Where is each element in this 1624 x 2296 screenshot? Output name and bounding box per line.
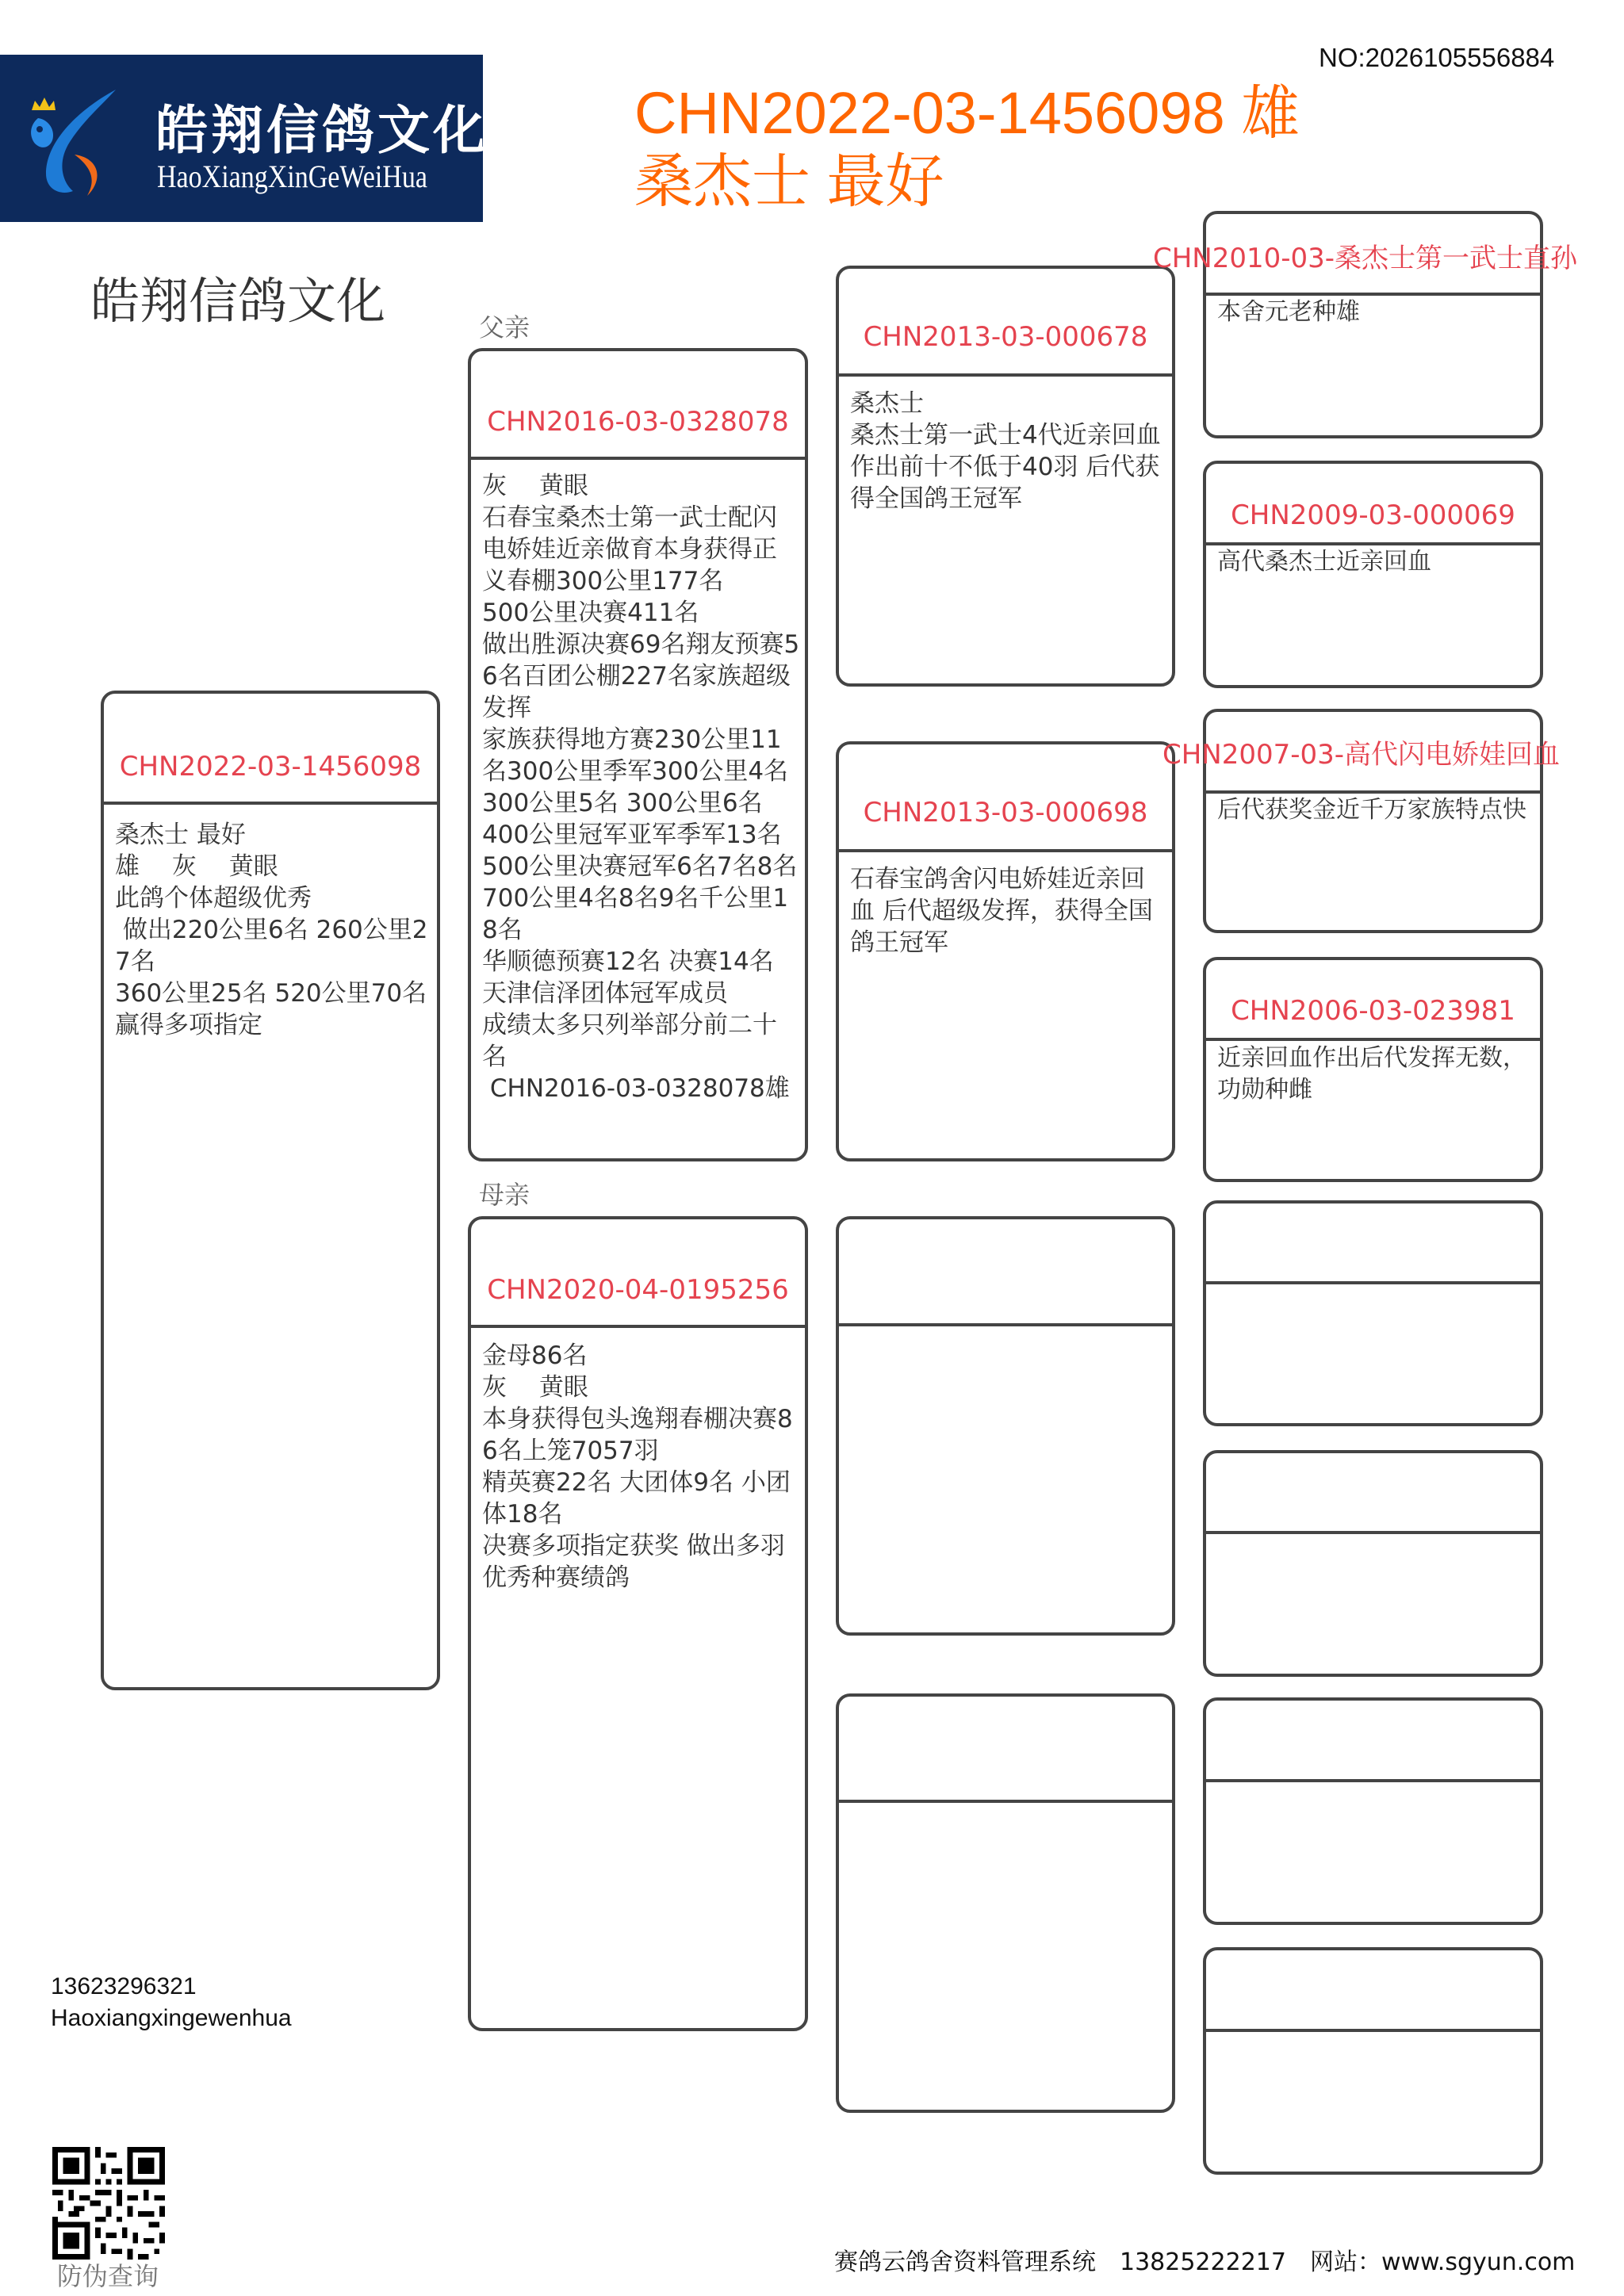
pedigree-card-great-grandparent [1203,1200,1543,1426]
brand-logo [0,55,488,222]
pedigree-card-mother [468,1216,808,2031]
card-notes: 桑杰士 桑杰士第一武士4代近亲回血作出前十不低于40羽 后代获得全国鸽王冠军 [850,389,1161,513]
ring-number: CHN2006-03-023981 [1231,995,1515,1027]
ring-number: CHN2013-03-000678 [863,321,1148,353]
pedigree-card-grandparent [836,741,1175,1161]
card-notes: 桑杰士 最好 雄 灰 黄眼 此鸽个体超级优秀 做出220公里6名 260公里27名 360公里25名 520公里70名 赢得多项指定 [115,821,428,1039]
ring-number: CHN2009-03-000069 [1231,499,1515,531]
pedigree-card-great-grandparent [1203,1450,1543,1677]
ring-number: CHN2020-04-0195256 [487,1274,789,1306]
pedigree-card-great-grandparent [1203,1947,1543,2175]
pedigree-card-grandparent [836,1216,1175,1636]
ring-number: CHN2022-03-1456098 [119,751,422,783]
pedigree-card-great-grandparent [1152,211,1578,438]
pedigree-card-grandparent [836,266,1175,687]
father-label: 父亲 [479,312,530,342]
ring-number: CHN2010-03-桑杰士第一武士直孙 [1152,243,1578,274]
pedigree-card-great-grandparent [1162,709,1561,933]
pedigree-card-subject [101,691,440,1690]
bird-logo-icon [22,86,157,197]
qr-code-icon[interactable] [52,2147,165,2260]
contact-info [51,1971,292,2034]
ring-number: CHN2016-03-0328078 [487,406,789,438]
ring-number: CHN2007-03-高代闪电娇娃回血 [1162,739,1561,771]
title-ring: CHN2022-03-1456098 雄 [634,80,1300,146]
pedigree-card-great-grandparent [1203,1697,1543,1925]
pedigree-card-great-grandparent [1203,461,1543,688]
pedigree-card-grandparent [836,1693,1175,2113]
ring-number: CHN2013-03-000698 [863,797,1148,828]
card-notes: 金母86名 灰 黄眼 本身获得包头逸翔春棚决赛86名上笼7057羽 精英赛22名 大团体9名 小团体18名 决赛多项指定获奖 做出多羽优秀种赛绩鸽 [482,1341,793,1592]
logo-name-cn: 皓翔信鸽文化 [155,100,488,161]
anti-counterfeit-label: 防伪查询 [57,2261,159,2291]
page-title [634,79,1300,216]
document-number: NO:2026105556884 [1319,43,1555,72]
card-notes: 高代桑杰士近亲回血 [1217,548,1431,576]
card-notes: 后代获奖金近千万家族特点快 [1217,796,1526,824]
pedigree-card-great-grandparent [1203,957,1543,1182]
card-notes: 近亲回血作出后代发挥无数，功勋种雌 [1217,1044,1526,1104]
title-name: 桑杰士 最好 [634,148,944,214]
pedigree-card-father [468,348,808,1161]
contact-phone: 13623296321 [51,1973,197,1999]
card-notes: 石春宝鸽舍闪电娇娃近亲回血 后代超级发挥，获得全国鸽王冠军 [850,865,1153,957]
footer-text: 赛鸽云鸽舍资料管理系统 13825222217 网站：www.sgyun.com [834,2248,1576,2276]
mother-label: 母亲 [479,1180,530,1210]
contact-name: Haoxiangxingewenhua [51,2005,292,2031]
company-name: 皓翔信鸽文化 [90,272,386,330]
card-notes: 灰 黄眼 石春宝桑杰士第一武士配闪电娇娃近亲做育本身获得正义春棚300公里177名 500公里决赛411名 做出胜源决赛69名翔友预赛56名百团公棚227名家族超级发挥 家族获得地方赛230公里11名300公里季军300公里4名 300公里5名 300公里6名 400公里冠军亚军季军13名 500公里决赛冠军6名7名8名 700公里4名8名9名千公里18名 华顺德预赛12名 决赛14名 天津信泽团体冠军成员 成绩太多只列举部分前二十名 CHN2016-03-0328078雄 [482,472,800,1103]
logo-name-en: HaoXiangXinGeWeiHua [157,159,427,194]
card-notes: 本舍元老种雄 [1217,298,1360,326]
